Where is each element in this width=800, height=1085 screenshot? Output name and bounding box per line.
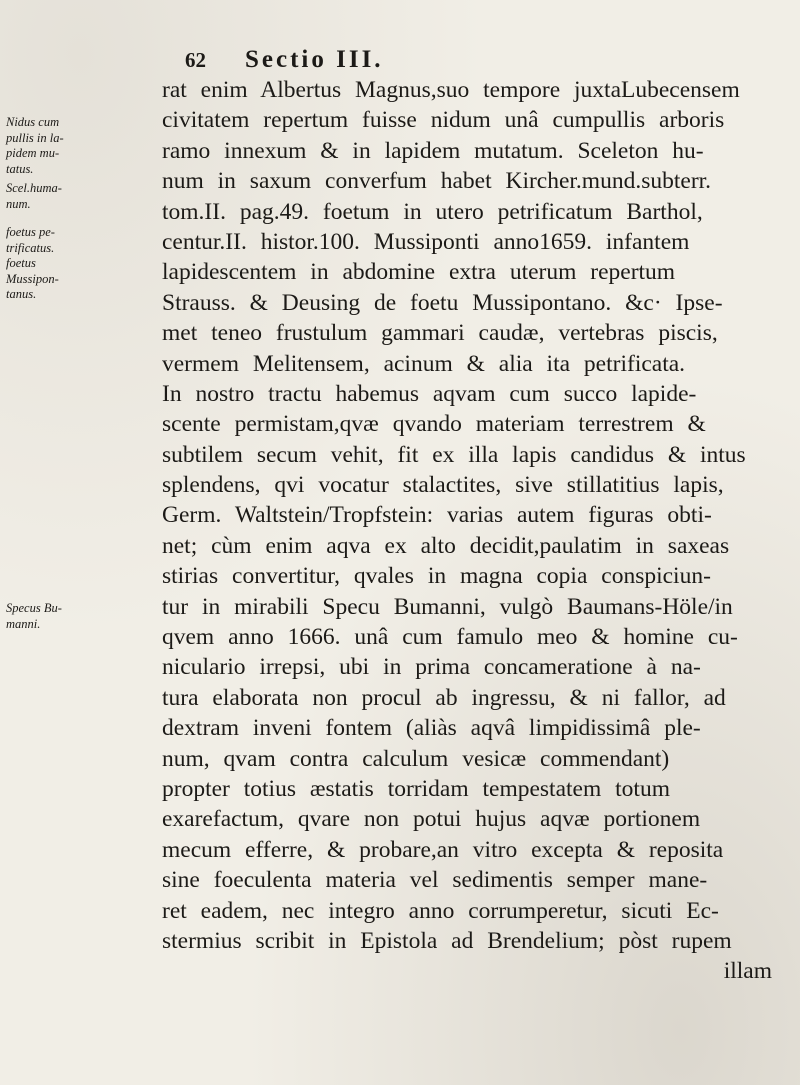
text-line: tom.II. pag.49. foetum in utero petrificatum Barthol, [162,198,703,225]
text-line: tur in mirabili Specu Bumanni, vulgò Baumans-Höle/in [162,593,733,620]
text-line: exarefactum, qvare non potui hujus aqvæ portionem [162,806,701,833]
text-line: ramo innexum & in lapidem mutatum. Sceleton hu- [162,137,704,164]
text-line: dextram inveni fontem (aliàs aqvâ limpidissimâ ple- [162,715,701,742]
text-line: scente permistam,qvæ qvando materiam terrestrem & [162,411,706,438]
text-line: sine foeculenta materia vel sedimentis semper mane- [162,867,708,894]
catchword: illam [723,958,772,985]
text-line: vermem Melitensem, acinum & alia ita petrificata. [162,350,686,377]
text-line: mecum efferre, & probare,an vitro excepta & reposita [162,836,724,863]
text-line: Strauss. & Deusing de foetu Mussipontano. &c· Ipse- [162,289,723,316]
margin-note-line: pullis in la- [6,130,64,145]
running-head: Sectio III. [245,46,384,73]
text-line: subtilem secum vehit, fit ex illa lapis candidus & intus [162,441,746,468]
text-line: centur.II. histor.100. Mussiponti anno1659. infantem [162,228,690,255]
text-line: met teneo frustulum gammari caudæ, vertebras piscis, [162,320,718,347]
text-line: tura elaborata non procul ab ingressu, & ni fallor, ad [162,684,726,711]
text-line: propter totius æstatis torridam tempestatem totum [162,775,670,802]
text-line: lapidescentem in abdomine extra uterum repertum [162,259,676,286]
margin-note-foetus [6,225,59,303]
margin-note-line: pidem mu- [6,146,60,160]
text-line: splendens, qvi vocatur stalactites, sive stillatitius lapis, [162,472,724,499]
body-text [162,75,780,987]
margin-note-line: tatus. [6,161,34,176]
margin-note-line: trificatus. [6,240,55,255]
margin-note-line: num. [6,196,31,211]
page-number: 62 [185,48,206,72]
text-line: stirias convertitur, qvales in magna copia conspiciun- [162,563,711,590]
text-line: In nostro tractu habemus aqvam cum succo lapide- [162,380,697,407]
text-line: net; cùm enim aqva ex alto decidit,paulatim in saxeas [162,532,730,559]
margin-note-sceleton [6,181,62,212]
margin-note-line: Specus Bu- [6,601,62,615]
margin-note-line: manni. [6,616,41,631]
margin-note-line: Scel.huma- [6,181,62,195]
text-line: stermius scribit in Epistola ad Brendelium; pòst rupem [162,927,732,954]
text-line: rat enim Albertus Magnus,suo tempore juxtaLubecensem [162,77,740,103]
text-line: num in saxum converfum habet Kircher.mund.subterr. [162,168,712,195]
text-line: num, qvam contra calculum vesicæ commendant) [162,745,670,772]
margin-note-line: Mussipon- [6,271,59,286]
margin-note-line: foetus pe- [6,225,55,239]
margin-note-line: Nidus cum [6,115,60,129]
text-line: qvem anno 1666. unâ cum famulo meo & homine cu- [162,624,738,651]
text-line: Germ. Waltstein/Tropfstein: varias autem figuras obti- [162,502,712,529]
text-line: ret eadem, nec integro anno corrumperetur, sicuti Ec- [162,897,719,924]
margin-note-line: foetus [6,256,36,270]
text-line: niculario irrepsi, ubi in prima concameratione à na- [162,654,701,681]
text-line: civitatem repertum fuisse nidum unâ cumpullis arboris [162,107,725,134]
margin-note-line: tanus. [6,287,37,301]
margin-note-nidus [6,115,64,177]
margin-note-specus [6,601,62,632]
